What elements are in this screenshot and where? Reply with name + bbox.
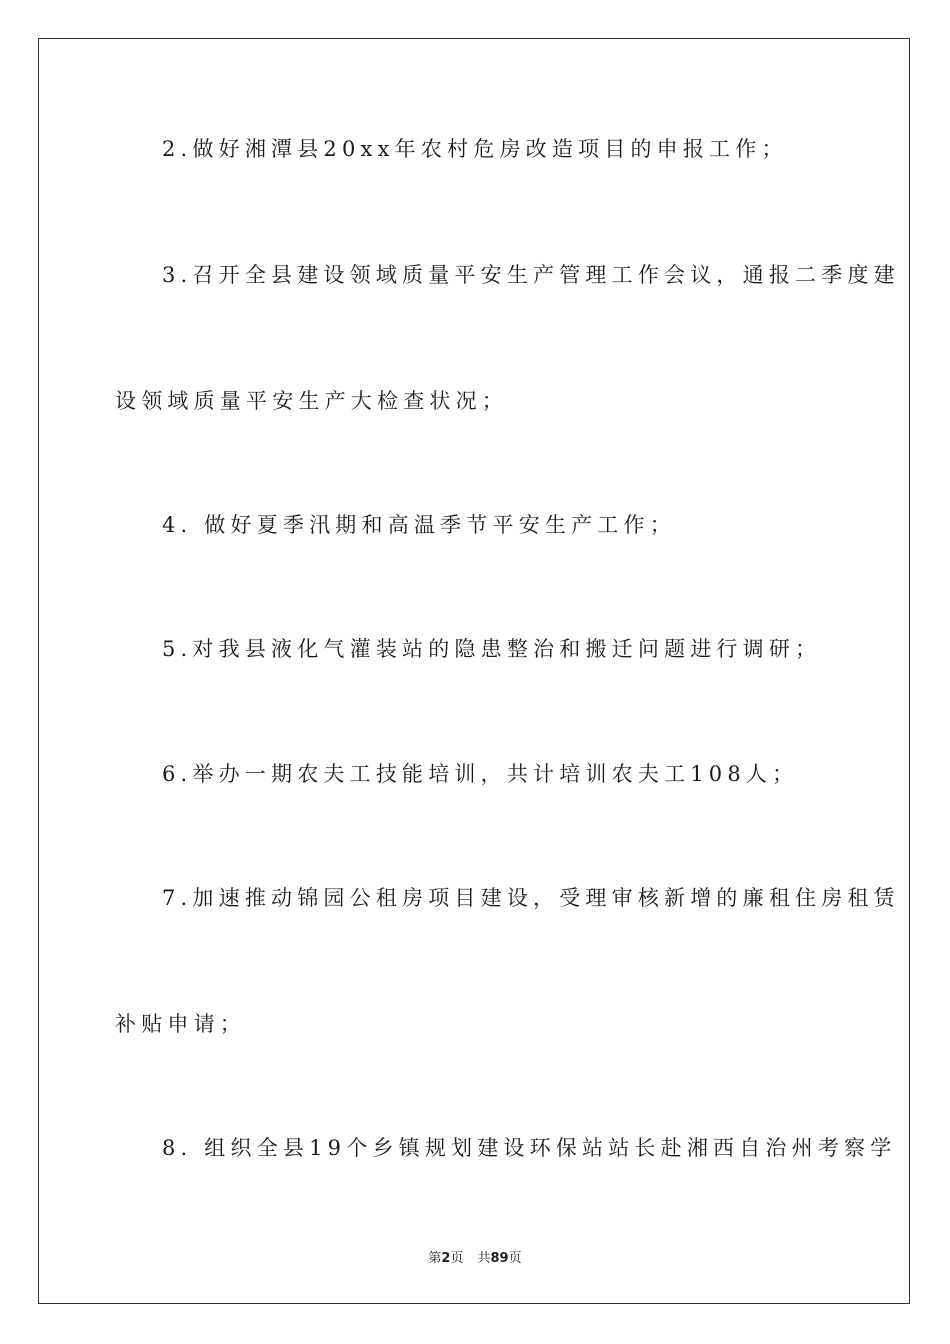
paragraph-line: 7.加速推动锦园公租房项目建设，受理审核新增的廉租住房租赁 [162, 886, 900, 910]
footer-total-suffix: 页 [508, 1251, 522, 1266]
page-border [38, 38, 910, 1304]
paragraph-line: 2.做好湘潭县20xx年农村危房改造项目的申报工作； [162, 137, 788, 161]
paragraph-line: 5.对我县液化气灌装站的隐患整治和搬迁问题进行调研； [162, 637, 822, 661]
footer-total-pages: 89 [490, 1251, 509, 1266]
paragraph-line: 补贴申请； [115, 1012, 246, 1036]
paragraph-line: 8. 组织全县19个乡镇规划建设环保站站长赴湘西自治州考察学 [162, 1136, 897, 1160]
footer-page-prefix: 第 [428, 1251, 442, 1266]
paragraph-line: 3.召开全县建设领域质量平安生产管理工作会议，通报二季度建 [162, 263, 900, 287]
paragraph-line: 6.举办一期农夫工技能培训，共计培训农夫工108人； [162, 762, 799, 786]
footer-page-suffix: 页 [450, 1251, 464, 1266]
page-footer [0, 1247, 950, 1266]
paragraph-line: 设领域质量平安生产大检查状况； [115, 389, 508, 413]
paragraph-line: 4. 做好夏季汛期和高温季节平安生产工作； [162, 513, 676, 537]
footer-page-number: 2 [441, 1251, 451, 1266]
footer-total-prefix: 共 [477, 1251, 491, 1266]
